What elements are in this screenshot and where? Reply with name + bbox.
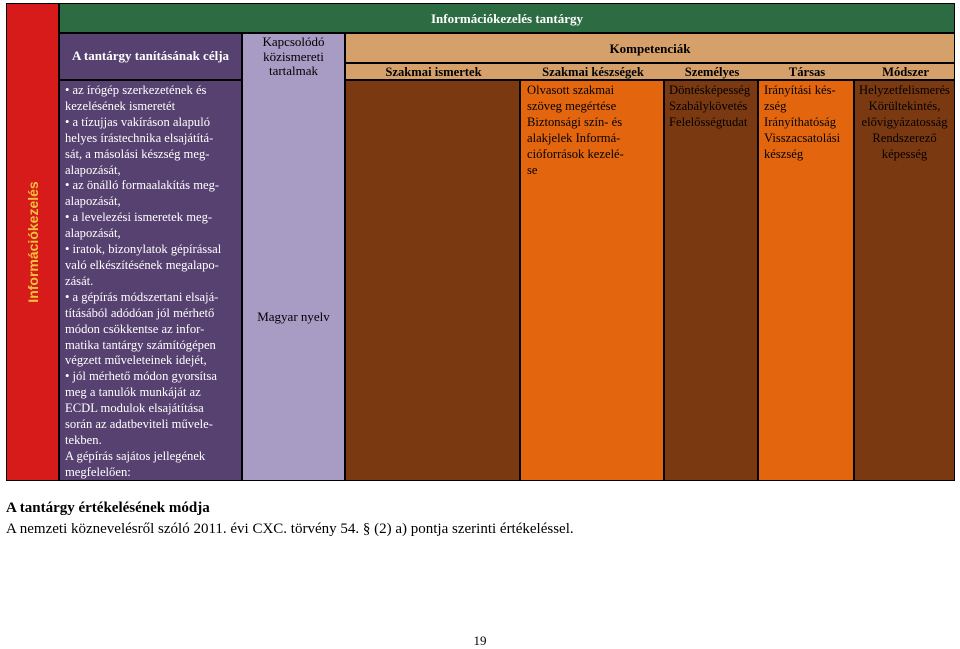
evaluation-title: A tantárgy értékelésének módja [6,500,210,516]
goal-line: • az önálló formaalakítás meg- [65,178,220,193]
method-line: Rendszerező [872,130,937,145]
evaluation-text: A nemzeti köznevelésről szóló 2011. évi CXC. törvény 54. § (2) a) pontja szerinti értékeléssel. [6,521,574,537]
goal-line: sát, a másolási készség meg- [65,146,210,161]
col-szemelyes [664,80,758,481]
method-line: Körültekintés, [868,98,941,113]
goal-line: megfelelően: [65,464,131,479]
related-content-value: Magyar nyelv [257,309,330,324]
goal-line: • iratok, bizonylatok gépírással [65,242,222,257]
goal-line: tításából adódóan jól mérhető [65,305,215,320]
social-line: Irányíthatóság [764,114,837,129]
skill-line: Olvasott szakmai [527,83,615,97]
goal-line: • a levelezési ismeretek meg- [65,210,213,225]
skill-line: cióforrások kezelé- [527,146,624,161]
col-header-tarsas: Társas [788,65,826,79]
col-modszer [854,80,955,481]
social-line: Irányítási kés- [764,83,836,97]
personal-line: Szabálykövetés [669,98,748,113]
goal-line: zását. [65,273,94,288]
skill-line: Biztonsági szín- és [527,114,623,129]
goal-line: során az adatbeviteli művele- [65,417,213,432]
goal-line: való elkészítésének megalapo- [65,257,219,272]
related-header-line: Kapcsolódó [262,34,325,49]
page-number: 19 [473,633,487,648]
social-line: készség [764,146,804,161]
goal-line: ECDL modulok elsajátítása [65,401,204,416]
col-header-szemelyes: Személyes [684,65,740,79]
col-header-szakmai-ismertek: Szakmai ismertek [385,65,482,79]
personal-line: Felelősségtudat [669,114,748,129]
method-line: képesség [881,146,928,161]
side-label: Információkezelés [24,181,41,303]
goal-line: meg a tanulók munkáját az [65,385,201,400]
goal-line: • jól mérhető módon gyorsítsa [65,369,218,384]
goal-body [59,80,242,481]
goal-line: matika tantárgy számítógépen [65,337,216,352]
goal-line: • a gépírás módszertani elsajá- [65,289,219,304]
col-header-szakmai-keszsegek: Szakmai készségek [542,65,644,79]
skill-line: alakjelek Informá- [527,130,621,145]
col-tarsas [758,80,854,481]
skill-line: se [527,162,538,177]
method-line: Helyzetfelismerés [859,83,950,97]
goal-line: A gépírás sajátos jellegének [65,448,206,463]
col-header-modszer: Módszer [882,65,929,79]
goal-line: alapozását, [65,162,121,177]
social-line: zség [764,98,787,113]
method-line: elővigyázatosság [861,114,948,129]
col-szakmai-keszsegek [520,80,664,481]
related-header-line: közismereti [263,48,324,64]
personal-line: Döntésképesség [669,83,751,97]
goal-line: alapozását, [65,194,121,209]
goal-line: • az írógép szerkezetének és [65,83,207,97]
related-content-column [242,33,345,481]
social-line: Visszacsatolási [764,130,841,145]
goal-line: alapozását, [65,226,121,241]
subject-title: Információkezelés tantárgy [59,3,955,33]
competencies-header: Kompetenciák [345,33,955,63]
col-szakmai-ismertek [345,80,520,481]
goal-line: végzett műveleteinek idejét, [65,353,207,368]
goal-header: A tantárgy tanításának célja [59,33,242,80]
goal-line: módon csökkentse az infor- [65,321,205,336]
side-label-cell [6,3,59,481]
competencies-subheader-row [345,63,955,80]
goal-line: • a tízujjas vakíráson alapuló [65,114,210,129]
goal-line: kezelésének ismeretét [65,98,176,113]
related-content-header [243,34,344,79]
related-header-line: tartalmak [268,63,319,78]
goal-line: helyes írástechnika elsajátítá- [65,130,214,145]
skill-line: szöveg megértése [527,98,617,113]
goal-line: tekben. [65,432,102,447]
